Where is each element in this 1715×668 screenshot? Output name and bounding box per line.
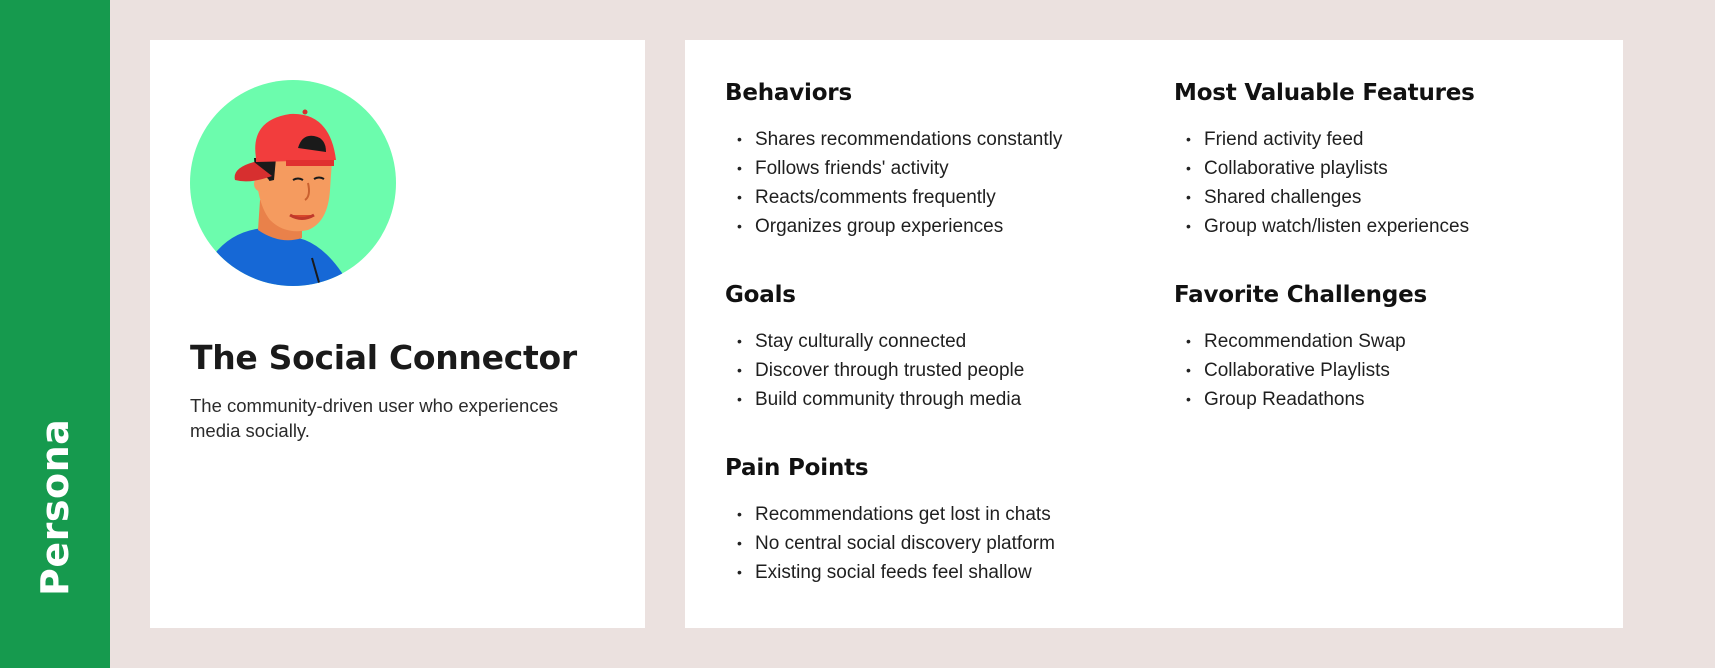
behaviors-heading: Behaviors [725,80,852,106]
list-item: • Shared challenges [1174,183,1469,212]
goals-list [725,327,1024,414]
pain-points-section [725,455,1055,583]
persona-side-label: Persona [33,418,77,596]
challenges-list [1174,327,1406,414]
list-item: • Follows friends' activity [725,154,1062,183]
pain-points-list [725,500,1055,587]
list-item: • No central social discovery platform [725,529,1055,558]
list-item: • Reacts/comments frequently [725,183,1062,212]
features-list [1174,125,1469,241]
challenges-section [1174,282,1427,410]
list-item: • Recommendation Swap [1174,327,1406,356]
goals-heading: Goals [725,282,796,308]
list-item: • Stay culturally connected [725,327,1024,356]
behaviors-list [725,125,1062,241]
persona-side-band [0,0,110,668]
list-item: • Recommendations get lost in chats [725,500,1055,529]
persona-avatar [190,80,396,286]
list-item: • Group watch/listen experiences [1174,212,1469,241]
list-item: • Collaborative Playlists [1174,356,1406,385]
pain-points-heading: Pain Points [725,455,869,481]
persona-details-card [685,40,1623,628]
persona-card [150,40,645,628]
features-section [1174,80,1475,237]
persona-title: The Social Connector [190,338,577,377]
list-item: • Existing social feeds feel shallow [725,558,1055,587]
list-item: • Shares recommendations constantly [725,125,1062,154]
persona-description: The community-driven user who experiences media socially. [190,395,559,441]
challenges-heading: Favorite Challenges [1174,282,1427,308]
list-item: • Discover through trusted people [725,356,1024,385]
list-item: • Collaborative playlists [1174,154,1469,183]
list-item: • Organizes group experiences [725,212,1062,241]
features-heading: Most Valuable Features [1174,80,1475,106]
list-item: • Friend activity feed [1174,125,1469,154]
list-item: • Group Readathons [1174,385,1406,414]
goals-section [725,282,1025,410]
list-item: • Build community through media [725,385,1024,414]
behaviors-section [725,80,1063,237]
